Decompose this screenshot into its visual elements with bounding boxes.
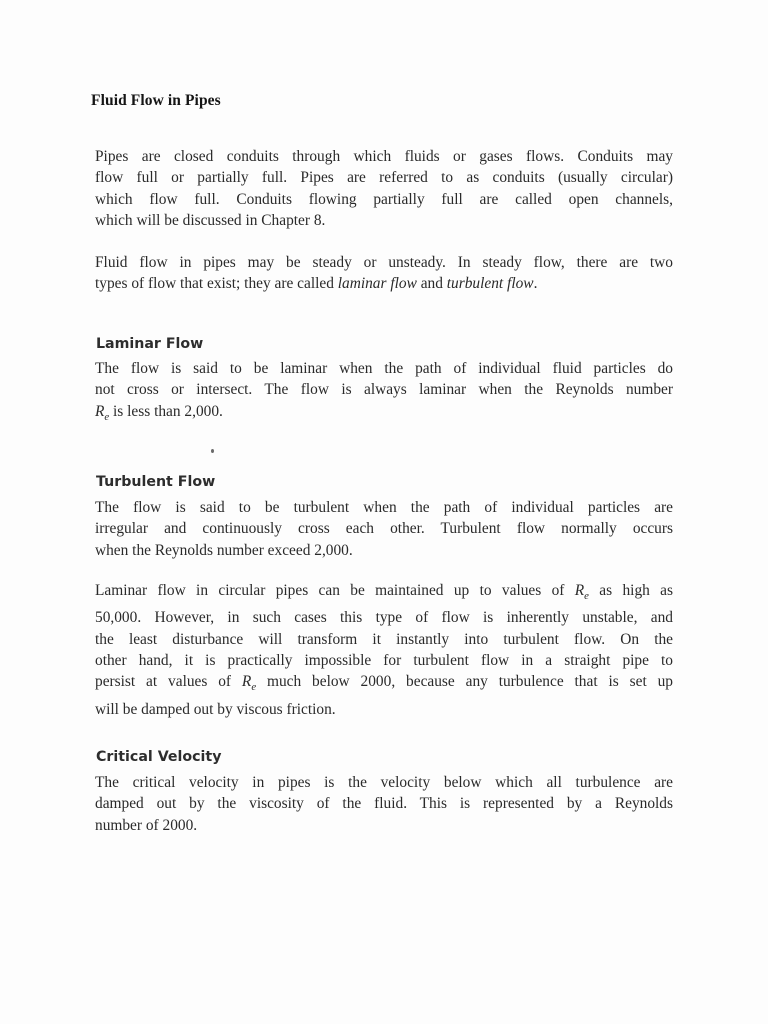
reynolds-symbol: $R_e$ (95, 402, 110, 423)
critical-line: number of 2000. (95, 816, 198, 834)
flow-types-line (95, 273, 673, 294)
turbulent-flow-heading: Turbulent Flow (96, 474, 216, 490)
period-text: . (533, 275, 538, 293)
laminar-stability-paragraph (95, 580, 673, 720)
intro-line: which will be discussed in Chapter 8. (95, 211, 326, 229)
stability-line: the least disturbance will transform it instantly into turbulent flow. On the (95, 630, 673, 648)
and-text: and (416, 275, 447, 293)
critical-velocity-heading: Critical Velocity (96, 749, 222, 765)
flow-types-text: types of flow that exist; they are called (95, 275, 338, 293)
turbulent-flow-paragraph (95, 497, 673, 561)
laminar-line (95, 401, 673, 428)
reynolds-symbol: $R_e$ (241, 673, 257, 694)
stability-text: Laminar flow in circular pipes can be maintained up to values of (95, 582, 575, 599)
reynolds-subscript: e (104, 410, 110, 423)
laminar-flow-paragraph (95, 358, 673, 428)
laminar-flow-term: laminar flow (337, 275, 417, 293)
reynolds-subscript: e (584, 590, 589, 603)
reynolds-symbol: $R_e$ (574, 582, 589, 603)
laminar-text: is less than 2,000. (109, 402, 223, 420)
intro-line: Pipes are closed conduits through which fluids or gases flows. Conduits may (95, 148, 673, 165)
laminar-flow-heading: Laminar Flow (96, 336, 204, 352)
flow-types-line: Fluid flow in pipes may be steady or unsteady. In steady flow, there are two (95, 254, 673, 271)
critical-velocity-paragraph (95, 772, 673, 836)
flow-types-paragraph (95, 252, 673, 295)
stability-line: 50,000. However, in such cases this type of flow is inherently unstable, and (95, 609, 673, 627)
document-title: Fluid Flow in Pipes (91, 92, 221, 109)
laminar-line: The flow is said to be laminar when the path of individual fluid particles do (95, 360, 673, 377)
scan-speck (211, 449, 214, 453)
stability-line: will be damped out by viscous friction. (95, 700, 336, 718)
stability-line (95, 671, 673, 698)
stability-text: much below 2000, because any turbulence that is set up (256, 673, 673, 691)
laminar-line: not cross or intersect. The flow is always laminar when the Reynolds number (95, 381, 673, 399)
stability-line: other hand, it is practically impossible for turbulent flow in a straight pipe to (95, 651, 673, 669)
turbulent-line: irregular and continuously cross each other. Turbulent flow normally occurs (95, 520, 673, 538)
turbulent-line: The flow is said to be turbulent when the path of individual particles are (95, 499, 673, 516)
turbulent-line: when the Reynolds number exceed 2,000. (95, 541, 353, 559)
intro-paragraph (95, 146, 673, 231)
stability-text: as high as (588, 582, 674, 599)
turbulent-flow-term: turbulent flow (446, 275, 534, 293)
stability-line (95, 580, 673, 607)
intro-line: flow full or partially full. Pipes are referred to as conduits (usually circular) (95, 169, 673, 187)
stability-text: persist at values of (95, 673, 242, 691)
reynolds-subscript: e (251, 681, 257, 694)
critical-line: The critical velocity in pipes is the velocity below which all turbulence are (95, 774, 673, 791)
critical-line: damped out by the viscosity of the fluid. This is represented by a Reynolds (95, 795, 673, 813)
intro-line: which flow full. Conduits flowing partially full are called open channels, (95, 190, 673, 208)
